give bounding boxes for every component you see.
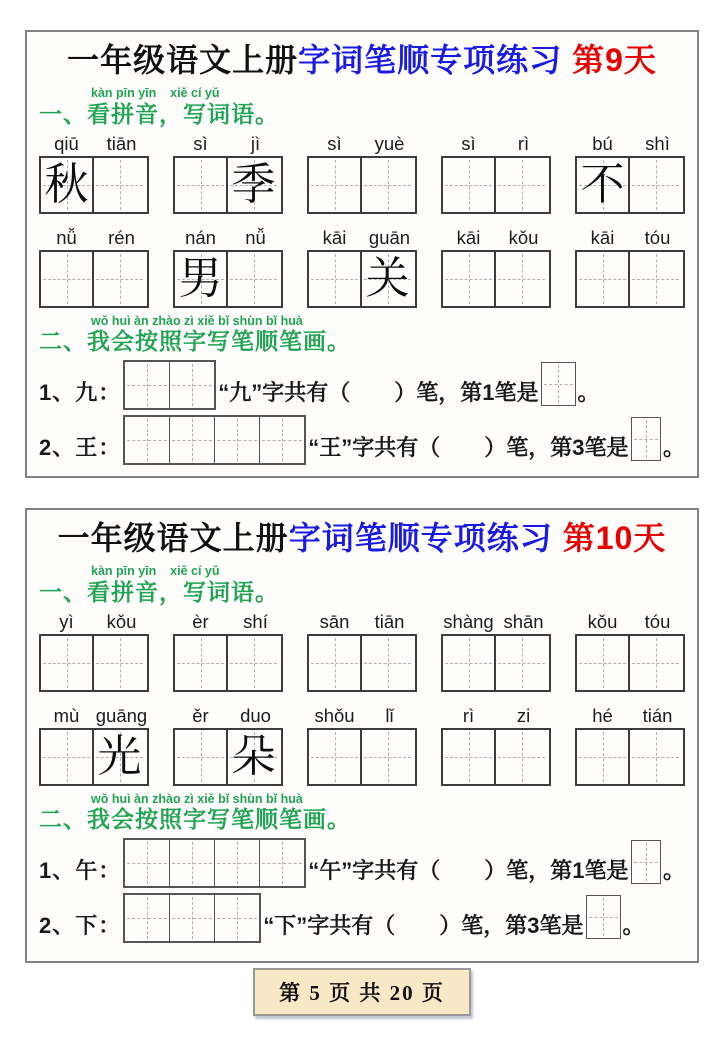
pinyin-label — [307, 131, 417, 156]
pinyin-syllable: kǒu — [508, 226, 539, 248]
han-character: 朵 — [231, 730, 276, 782]
title-part-course: 一年级语文上册 — [57, 520, 289, 556]
pinyin-syllable: kāi — [456, 226, 481, 248]
pinyin-syllable: tiān — [106, 132, 137, 154]
pinyin-syllable: tián — [642, 704, 673, 726]
question-line — [39, 415, 685, 465]
word-row — [39, 609, 685, 692]
writing-box — [575, 634, 685, 692]
writing-cell[interactable] — [577, 158, 628, 212]
han-character — [630, 252, 681, 306]
answer-box[interactable] — [631, 417, 661, 461]
pinyin-label — [39, 609, 149, 634]
writing-cell[interactable] — [41, 636, 92, 690]
word-unit — [39, 131, 149, 214]
han-character: 关 — [365, 252, 410, 304]
writing-cell[interactable] — [360, 252, 413, 306]
answer-box[interactable] — [631, 840, 661, 884]
stroke-grid — [123, 893, 261, 943]
writing-box — [39, 634, 149, 692]
pinyin-syllable: kǒu — [587, 610, 618, 632]
title-part-topic: 字词笔顺专项练习 — [288, 520, 553, 556]
pinyin-syllable: duo — [240, 704, 271, 726]
writing-cell[interactable] — [360, 730, 413, 784]
writing-box — [307, 634, 417, 692]
writing-cell[interactable] — [92, 158, 145, 212]
writing-cell[interactable] — [443, 730, 494, 784]
pinyin-label — [441, 225, 551, 250]
pinyin-label — [307, 609, 417, 634]
han-character: 不 — [580, 158, 625, 210]
writing-cell[interactable] — [628, 252, 681, 306]
han-character — [443, 158, 494, 212]
pinyin-syllable: sì — [327, 132, 342, 154]
word-row — [39, 225, 685, 308]
writing-cell[interactable] — [92, 636, 145, 690]
pinyin-syllable: rì — [517, 132, 530, 154]
pinyin-label — [173, 609, 283, 634]
pinyin-syllable: sì — [461, 132, 476, 154]
writing-box — [39, 728, 149, 786]
writing-cell[interactable] — [577, 730, 628, 784]
writing-cell[interactable] — [226, 158, 279, 212]
section2-pinyin: wǒ huì àn zhào zì xiě bǐ shùn bǐ huà — [91, 313, 303, 328]
writing-box — [173, 728, 283, 786]
stroke-cell[interactable] — [214, 417, 259, 463]
question-punct: 。 — [622, 913, 645, 939]
pinyin-label — [441, 609, 551, 634]
pinyin-syllable: kāi — [590, 226, 615, 248]
han-character — [228, 636, 279, 690]
han-character — [443, 730, 494, 784]
writing-box — [307, 250, 417, 308]
han-character — [175, 730, 226, 784]
stroke-cell[interactable] — [214, 895, 259, 941]
pinyin-label — [307, 225, 417, 250]
section1-heading: 一、看拼音，写词语。 — [39, 100, 279, 127]
stroke-cell[interactable] — [214, 840, 259, 886]
pinyin-label — [39, 131, 149, 156]
pinyin-syllable: hé — [592, 704, 613, 726]
worksheet-day10 — [25, 508, 699, 963]
writing-cell[interactable] — [175, 158, 226, 212]
stroke-cell[interactable] — [125, 840, 169, 886]
pinyin-syllable: nǚ — [56, 226, 77, 248]
writing-cell[interactable] — [628, 730, 681, 784]
writing-box — [39, 250, 149, 308]
pinyin-syllable: jì — [250, 132, 261, 154]
question-punct: 。 — [662, 858, 685, 884]
question-text: “下”字共有（ ）笔，第3笔是 — [263, 913, 584, 939]
word-unit — [173, 225, 283, 308]
han-character: 秋 — [44, 158, 89, 210]
title-part-course: 一年级语文上册 — [67, 42, 299, 78]
pinyin-syllable: lǐ — [385, 704, 394, 726]
word-unit — [441, 225, 551, 308]
answer-box[interactable] — [586, 895, 621, 939]
page-footer — [0, 968, 724, 1016]
stroke-cell[interactable] — [259, 417, 304, 463]
han-character — [309, 636, 360, 690]
question-label: 2、王： — [39, 435, 122, 461]
pinyin-label — [39, 225, 149, 250]
question-line — [39, 838, 685, 888]
stroke-cell[interactable] — [259, 840, 304, 886]
writing-cell[interactable] — [41, 158, 92, 212]
word-row — [39, 703, 685, 786]
title-part-day: 第10天 — [562, 520, 667, 556]
pinyin-label — [173, 703, 283, 728]
pinyin-label — [307, 703, 417, 728]
page-title — [39, 40, 685, 80]
word-unit — [575, 609, 685, 692]
pinyin-syllable: rì — [462, 704, 475, 726]
han-character — [94, 252, 145, 306]
han-character — [577, 636, 628, 690]
word-unit — [307, 225, 417, 308]
pinyin-syllable: sān — [319, 610, 350, 632]
question-line — [39, 893, 685, 943]
writing-cell[interactable] — [92, 730, 145, 784]
section1-heading: 一、看拼音，写词语。 — [39, 578, 279, 605]
pinyin-syllable: nǚ — [245, 226, 266, 248]
word-row — [39, 131, 685, 214]
pinyin-syllable: tóu — [644, 226, 671, 248]
han-character — [630, 158, 681, 212]
footer-label: 第 5 页 共 20 页 — [253, 968, 471, 1016]
writing-box — [173, 156, 283, 214]
writing-box — [39, 156, 149, 214]
han-character — [443, 252, 494, 306]
question-label: 1、九： — [39, 380, 122, 406]
writing-cell[interactable] — [443, 158, 494, 212]
pinyin-syllable: zi — [516, 704, 531, 726]
pinyin-label — [39, 703, 149, 728]
han-character — [362, 636, 413, 690]
writing-cell[interactable] — [41, 730, 92, 784]
pinyin-label — [173, 225, 283, 250]
word-unit — [575, 131, 685, 214]
stroke-grid — [123, 360, 216, 410]
writing-cell[interactable] — [494, 636, 547, 690]
writing-cell[interactable] — [309, 636, 360, 690]
writing-cell[interactable] — [309, 158, 360, 212]
question-text: “午”字共有（ ）笔，第1笔是 — [308, 858, 629, 884]
word-unit — [441, 131, 551, 214]
stroke-cell[interactable] — [169, 895, 214, 941]
pinyin-syllable: shì — [645, 132, 670, 154]
writing-box — [441, 250, 551, 308]
writing-cell[interactable] — [577, 252, 628, 306]
writing-cell[interactable] — [309, 730, 360, 784]
han-character — [362, 158, 413, 212]
writing-cell[interactable] — [175, 252, 226, 306]
writing-cell[interactable] — [175, 730, 226, 784]
han-character — [41, 730, 92, 784]
word-unit — [575, 225, 685, 308]
question-punct: 。 — [577, 380, 600, 406]
writing-box — [173, 250, 283, 308]
han-character — [41, 636, 92, 690]
han-character: 季 — [231, 158, 276, 210]
word-unit — [39, 225, 149, 308]
pinyin-syllable: sì — [193, 132, 208, 154]
han-character — [362, 730, 413, 784]
writing-cell[interactable] — [226, 636, 279, 690]
stroke-grid — [123, 415, 306, 465]
pinyin-syllable: ěr — [192, 704, 209, 726]
pinyin-label — [173, 131, 283, 156]
writing-cell[interactable] — [226, 730, 279, 784]
word-unit — [441, 609, 551, 692]
han-character — [496, 158, 547, 212]
question-text: “九”字共有（ ）笔，第1笔是 — [218, 380, 539, 406]
pinyin-syllable: qiū — [54, 132, 79, 154]
writing-box — [575, 156, 685, 214]
writing-cell[interactable] — [360, 158, 413, 212]
title-part-day: 第9天 — [572, 42, 657, 78]
section2-heading: 二、我会按照字写笔顺笔画。 — [39, 806, 351, 833]
han-character — [175, 158, 226, 212]
writing-cell[interactable] — [360, 636, 413, 690]
han-character — [228, 252, 279, 306]
word-unit — [307, 703, 417, 786]
han-character — [630, 636, 681, 690]
writing-cell[interactable] — [628, 636, 681, 690]
pinyin-syllable: rén — [108, 226, 135, 248]
question-line — [39, 360, 685, 410]
writing-cell[interactable] — [443, 636, 494, 690]
writing-box — [307, 156, 417, 214]
word-unit — [307, 609, 417, 692]
pinyin-syllable: shǒu — [314, 704, 355, 726]
word-unit — [173, 609, 283, 692]
writing-cell[interactable] — [494, 730, 547, 784]
pinyin-syllable: mù — [53, 704, 80, 726]
pinyin-syllable: èr — [192, 610, 209, 632]
han-character — [496, 636, 547, 690]
word-unit — [39, 703, 149, 786]
pinyin-label — [575, 225, 685, 250]
pinyin-label — [441, 131, 551, 156]
pinyin-syllable: tiān — [374, 610, 405, 632]
han-character — [309, 158, 360, 212]
pinyin-syllable: nán — [185, 226, 216, 248]
pinyin-syllable: shān — [503, 610, 544, 632]
pinyin-syllable: guān — [368, 226, 411, 248]
question-label: 1、午： — [39, 858, 122, 884]
han-character — [41, 252, 92, 306]
han-character — [94, 636, 145, 690]
section1-pinyin: kàn pīn yīn xiě cí yǔ — [91, 564, 220, 578]
word-unit — [307, 131, 417, 214]
han-character — [309, 730, 360, 784]
writing-box — [307, 728, 417, 786]
han-character — [309, 252, 360, 306]
stroke-cell[interactable] — [169, 362, 214, 408]
pinyin-syllable: kǒu — [106, 610, 137, 632]
word-unit — [173, 131, 283, 214]
pinyin-syllable: shí — [243, 610, 268, 632]
writing-cell[interactable] — [175, 636, 226, 690]
writing-cell[interactable] — [92, 252, 145, 306]
section1-pinyin: kàn pīn yīn xiě cí yǔ — [91, 86, 220, 100]
writing-cell[interactable] — [577, 636, 628, 690]
stroke-cell[interactable] — [125, 417, 169, 463]
han-character — [577, 730, 628, 784]
stroke-cell[interactable] — [169, 417, 214, 463]
han-character — [94, 158, 145, 212]
pinyin-syllable: bú — [592, 132, 613, 154]
answer-box[interactable] — [541, 362, 576, 406]
writing-box — [441, 728, 551, 786]
stroke-cell[interactable] — [125, 362, 169, 408]
question-label: 2、下： — [39, 913, 122, 939]
word-unit — [575, 703, 685, 786]
pinyin-syllable: yì — [59, 610, 74, 632]
han-character — [175, 636, 226, 690]
han-character — [496, 730, 547, 784]
han-character — [443, 636, 494, 690]
pinyin-label — [575, 703, 685, 728]
pinyin-syllable: kāi — [322, 226, 347, 248]
pinyin-syllable: shàng — [443, 610, 494, 632]
title-part-topic: 字词笔顺专项练习 — [298, 42, 563, 78]
han-character — [496, 252, 547, 306]
question-text: “王”字共有（ ）笔，第3笔是 — [308, 435, 629, 461]
question-punct: 。 — [662, 435, 685, 461]
page-title — [39, 518, 685, 558]
word-unit — [173, 703, 283, 786]
worksheet-day9 — [25, 30, 699, 478]
writing-box — [441, 156, 551, 214]
pinyin-label — [441, 703, 551, 728]
writing-box — [575, 728, 685, 786]
writing-cell[interactable] — [628, 158, 681, 212]
han-character: 光 — [97, 730, 142, 782]
writing-box — [575, 250, 685, 308]
han-character: 男 — [178, 252, 223, 304]
writing-box — [173, 634, 283, 692]
writing-cell[interactable] — [494, 252, 547, 306]
word-unit — [39, 609, 149, 692]
pinyin-label — [575, 609, 685, 634]
writing-box — [441, 634, 551, 692]
section2-pinyin: wǒ huì àn zhào zì xiě bǐ shùn bǐ huà — [91, 791, 303, 806]
pinyin-syllable: guāng — [95, 704, 148, 726]
pinyin-syllable: tóu — [644, 610, 671, 632]
writing-cell[interactable] — [309, 252, 360, 306]
section2-heading: 二、我会按照字写笔顺笔画。 — [39, 328, 351, 355]
word-unit — [441, 703, 551, 786]
writing-cell[interactable] — [494, 158, 547, 212]
pinyin-syllable: yuè — [374, 132, 405, 154]
han-character — [630, 730, 681, 784]
han-character — [577, 252, 628, 306]
stroke-cell[interactable] — [169, 840, 214, 886]
writing-cell[interactable] — [226, 252, 279, 306]
writing-cell[interactable] — [41, 252, 92, 306]
stroke-cell[interactable] — [125, 895, 169, 941]
stroke-grid — [123, 838, 306, 888]
writing-cell[interactable] — [443, 252, 494, 306]
pinyin-label — [575, 131, 685, 156]
